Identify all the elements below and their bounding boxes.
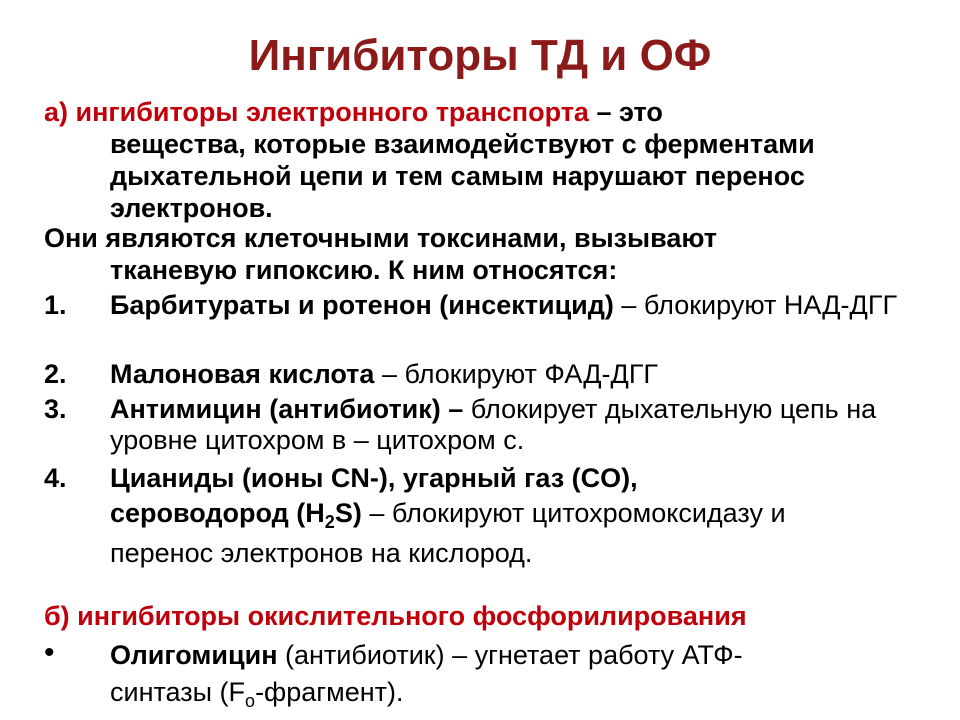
bullet-item-text: (антибиотик) – угнетает работу АТФ-: [277, 640, 743, 670]
list-item: [44, 359, 924, 390]
slide-title: Ингибиторы ТД и ОФ: [248, 31, 712, 80]
list-item: [44, 290, 924, 321]
list-item-bold: сероводород (H: [110, 498, 325, 528]
intro-line1: Они являются клеточными токсинами, вызывают: [44, 223, 717, 253]
list-item-text: – блокируют НАД-ДГГ: [613, 290, 898, 320]
list-item-number: 2.: [44, 359, 67, 389]
list-item-text: блокирует дыхательную цепь на уровне цитохром в – цитохром с.: [110, 394, 877, 455]
section-b-label: б) ингибиторы окислительного фосфорилирования: [44, 601, 747, 631]
section-a-label: а) ингибиторы электронного транспорта: [44, 97, 589, 127]
section-a-dash: – это: [588, 97, 663, 127]
section-a-text: вещества, которые взаимодействуют с ферментами дыхательной цепи и тем самым нарушают перенос электронов.: [110, 129, 815, 223]
list-item: [44, 463, 924, 569]
list-item-number: 4.: [44, 463, 67, 493]
intro-line2: тканевую гипоксию. К ним относятся:: [110, 255, 618, 285]
bullet-item-text: синтазы (F: [110, 677, 246, 707]
list-item-text: – блокируют цитохромоксидазу и: [361, 498, 786, 528]
bullet-item-text: -фрагмент).: [255, 677, 404, 707]
bullet-item: [44, 640, 924, 717]
bullet-item-bold: Олигомицин: [110, 640, 278, 670]
list-item-text: – блокируют ФАД-ДГГ: [374, 359, 659, 389]
list-item-bold: Барбитураты и ротенон (инсектицид): [110, 290, 614, 320]
list-item-text: перенос электронов на кислород.: [110, 538, 533, 568]
subscript: о: [245, 691, 256, 711]
bullet-icon: •: [44, 636, 55, 669]
list-item-bold: S): [334, 498, 362, 528]
section-a: [44, 96, 914, 224]
intro-paragraph: [44, 222, 914, 286]
list-item-number: 1.: [44, 290, 67, 320]
list-item-bold: Малоновая кислота: [110, 359, 375, 389]
subscript: 2: [324, 512, 335, 532]
list-item: [44, 394, 924, 456]
list-item-number: 3.: [44, 394, 67, 424]
list-item-bold: Антимицин (антибиотик) –: [110, 394, 464, 424]
list-item-bold: Цианиды (ионы CN-), угарный газ (CO),: [110, 463, 638, 493]
